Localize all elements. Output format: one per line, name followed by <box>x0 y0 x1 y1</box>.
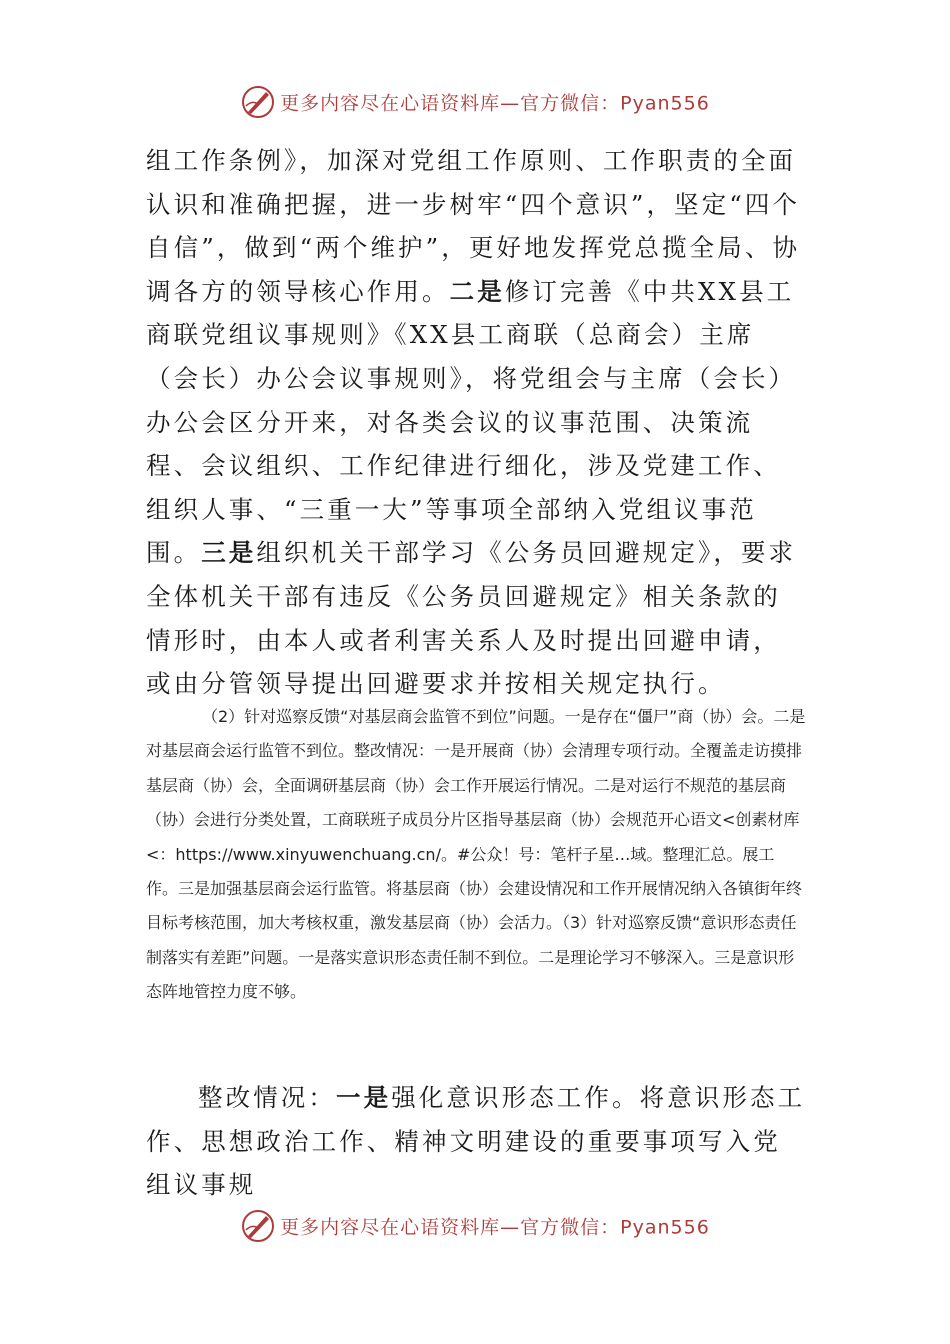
text-segment: 组工作条例》，加深对党组工作原则、工作职责的全面认识和准确把握，进一步树牢“四个意识”，坚定“四个自信”，做到“两个维护”，更好地发挥党总揽全局、协调各方的领导核心作用。 <box>146 146 801 306</box>
pen-logo-icon <box>240 84 276 120</box>
banner-text: 更多内容尽在心语资料库—官方微信：Pyan556 <box>280 1216 710 1239</box>
text-segment: 强化意识形态工作。将意识形态工作、思想政治工作、精神文明建设的重要事项写入党组议事规 <box>146 1083 806 1200</box>
small-paragraph-text: （2）针对巡察反馈“对基层商会监管不到位”问题。一是存在“僵尸”商（协）会。二是对基层商会运行监管不到位。整改情况：一是开展商（协）会清理专项行动。全覆盖走访摸排基层商（协）会，全面调研基层商（协）会工作开展运行情况。二是对运行不规范的基层商（协）会进行分类处置，工商联班子成员分片区指导基层商（协）会规范开心语文<创素材库<：https://www.xinyuwenchuang.cn/。#公众！号：笔杆子星…域。整理汇总。展工作。三是加强基层商会运行监管。将基层商（协）会建设情况和工作开展情况纳入各镇街年终目标考核范围，加大考核权重，激发基层商（协）会活力。（3）针对巡察反馈“意识形态责任制落实有差距”问题。一是落实意识形态责任制不到位。二是理论学习不够深入。三是意识形态阵地管控力度不够。 <box>146 707 806 1002</box>
text-segment: 整改情况： <box>198 1083 336 1112</box>
pen-logo-icon <box>240 1208 276 1244</box>
paragraph-rectification <box>146 1076 806 1207</box>
paragraph-small-print <box>146 700 806 1010</box>
footer-watermark-banner <box>0 1208 950 1244</box>
paragraph-continued <box>146 139 806 706</box>
bold-marker: 一是 <box>336 1083 392 1112</box>
bold-marker: 三是 <box>201 538 257 568</box>
text-segment: 组织机关干部学习《公务员回避规定》，要求全体机关干部有违反《公务员回避规定》相关条款的情形时，由本人或者利害关系人及时提出回避申请，或由分管领导提出回避要求并按相关规定执行。 <box>146 538 797 699</box>
header-watermark-banner <box>0 84 950 120</box>
banner-text: 更多内容尽在心语资料库—官方微信：Pyan556 <box>280 92 710 115</box>
bold-marker: 二是 <box>449 276 505 306</box>
text-segment: 修订完善《中共XX县工商联党组议事规则》《XX县工商联（总商会）主席（会长）办公会议事规则》，将党组会与主席（会长）办公会区分开来，对各类会议的议事范围、决策流程、会议组织、工作纪律进行细化，涉及党建工作、组织人事、“三重一大”等事项全部纳入党组议事范围。 <box>146 276 797 568</box>
